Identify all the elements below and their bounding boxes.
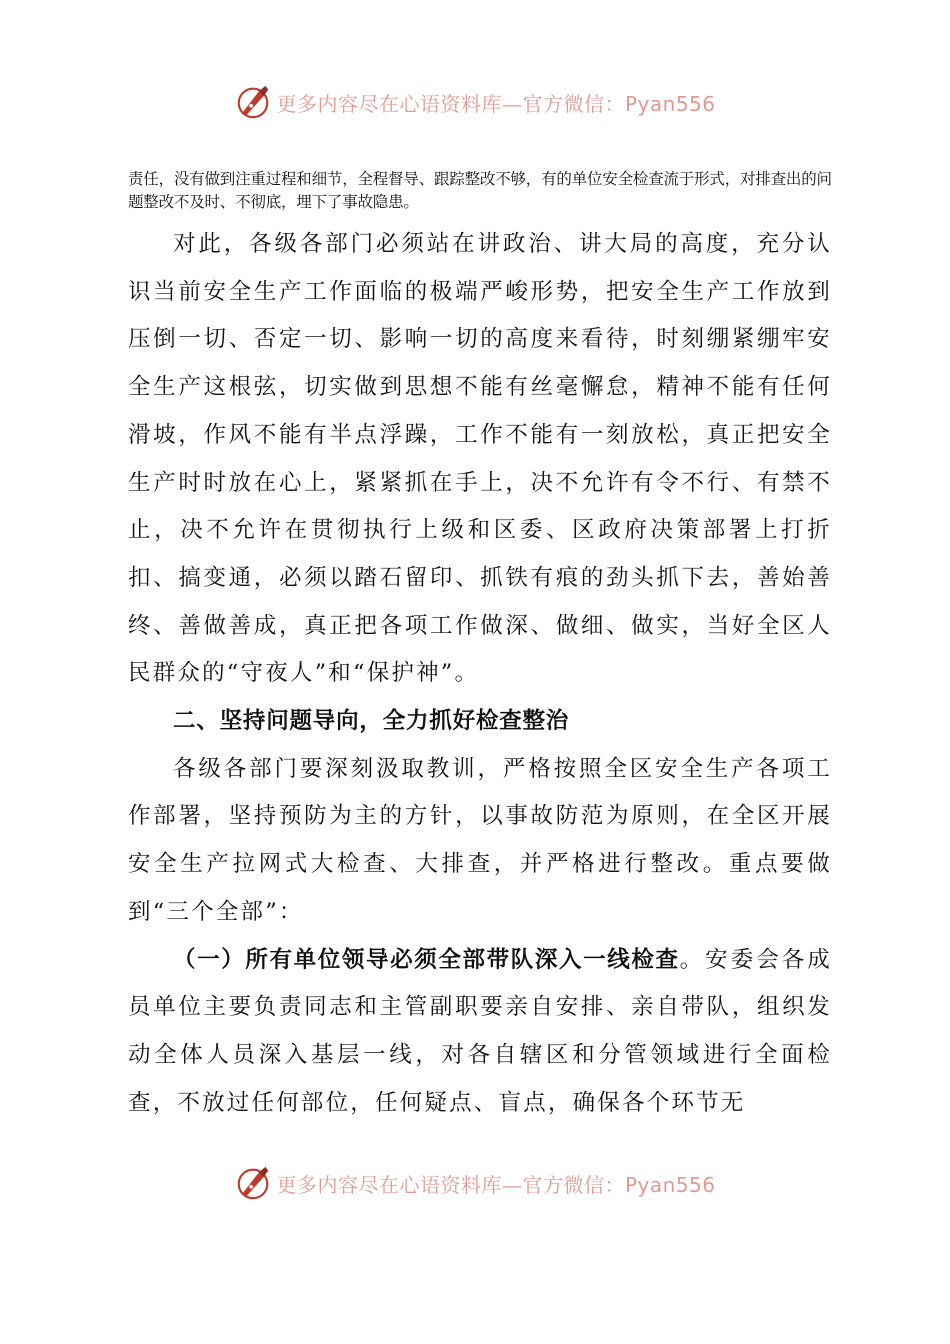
paragraph-3 [128, 937, 832, 1128]
pen-nib-icon [234, 83, 272, 121]
watermark-footer [0, 1161, 950, 1205]
pen-nib-icon [234, 1164, 272, 1202]
paragraph-2: 各级各部门要深刻汲取教训，严格按照全区安全生产各项工作部署，坚持预防为主的方针，以事故防范为原则，在全区开展安全生产拉网式大检查、大排查，并严格进行整改。重点要做到“三个全部”： [128, 755, 832, 925]
watermark-text: 更多内容尽在心语资料库—官方微信：Pyan556 [276, 1172, 716, 1197]
section-heading-2: 二、坚持问题导向，全力抓好检查整治 [173, 708, 570, 735]
carryover-paragraph: 责任，没有做到注重过程和细节，全程督导、跟踪整改不够，有的单位安全检查流于形式，对排查出的问题整改不及时、不彻底，埋下了事故隐患。 [128, 170, 832, 211]
paragraph-1: 对此，各级各部门必须站在讲政治、讲大局的高度，充分认识当前安全生产工作面临的极端严峻形势，把安全生产工作放到压倒一切、否定一切、影响一切的高度来看待，时刻绷紧绷牢安全生产这根弦，切实做到思想不能有丝毫懈怠，精神不能有任何滑坡，作风不能有半点浮躁，工作不能有一刻放松，真正把安全生产时时放在心上，紧紧抓在手上，决不允许有令不行、有禁不止，决不允许在贯彻执行上级和区委、区政府决策部署上打折扣、搞变通，必须以踏石留印、抓铁有痕的劲头抓下去，善始善终、善做善成，真正把各项工作做深、做细、做实，当好全区人民群众的“守夜人”和“保护神”。 [128, 231, 832, 687]
paragraph-3-body: 。安委会各成员单位主要负责同志和主管副职要亲自安排、亲自带队，组织发动全体人员深入基层一线，对各自辖区和分管领域进行全面检查，不放过任何部位，任何疑点、盲点，确保各个环节无 [128, 946, 832, 1116]
document-body [128, 168, 832, 1127]
paragraph-3-lead: （一）所有单位领导必须全部带队深入一线检查 [173, 946, 680, 973]
watermark-text: 更多内容尽在心语资料库—官方微信：Pyan556 [276, 91, 716, 116]
watermark-header [0, 80, 950, 124]
